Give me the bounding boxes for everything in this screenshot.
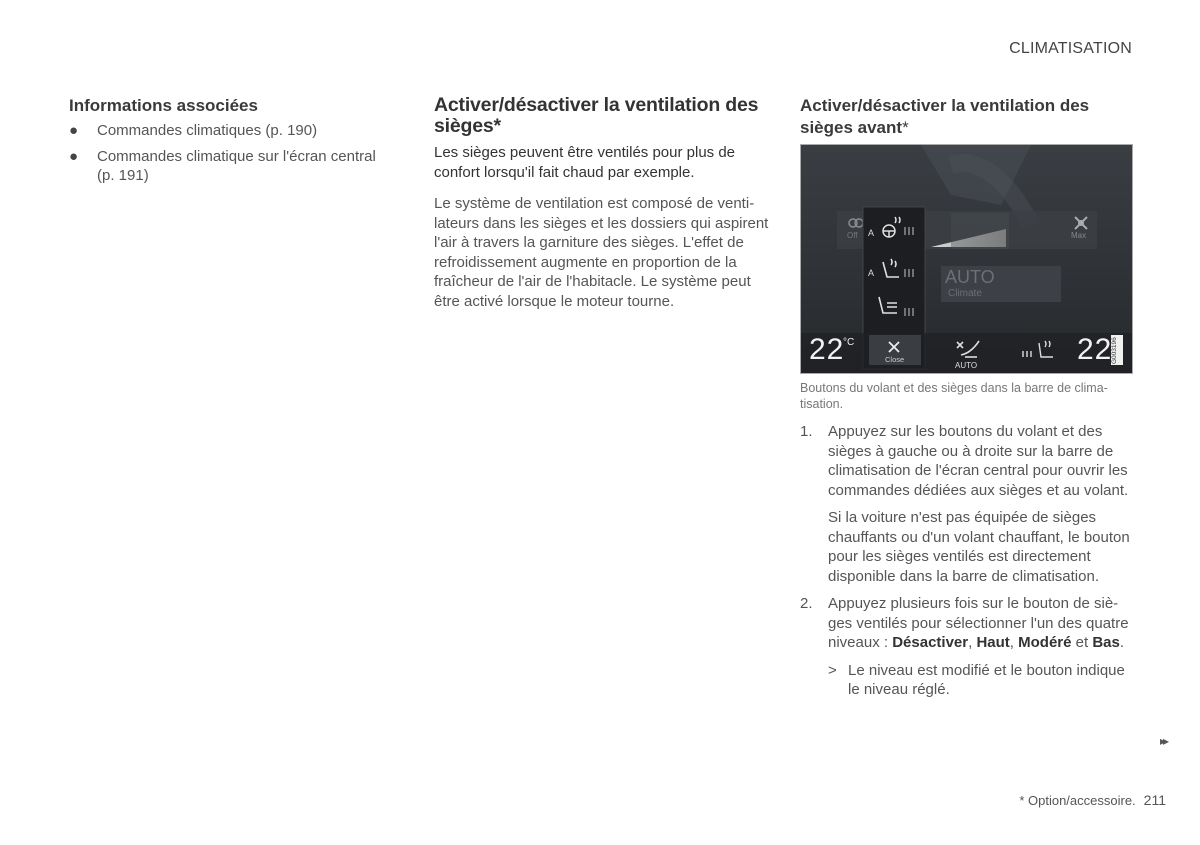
related-info-column xyxy=(69,95,389,192)
page-title: Activer/désactiver la ventilation des sièges* xyxy=(434,94,759,137)
step-note: Si la voiture n'est pas équipée de sièges chauffants ou d'un volant chauffant, le bouton pour les sièges ventilés est directement disponible dans la barre de climatisation. xyxy=(828,509,1130,585)
footer-note: * Option/accessoire. xyxy=(1019,793,1136,808)
related-info-list xyxy=(69,121,389,186)
related-info-heading: Informations associées xyxy=(69,96,258,115)
result-marker: > xyxy=(828,661,837,679)
bullet-icon: ● xyxy=(69,122,79,139)
fan-max-label: Max xyxy=(1071,231,1087,240)
climate-screen-illustration xyxy=(800,144,1133,374)
result-text: Le niveau est modifié et le bouton indique le niveau réglé. xyxy=(848,661,1125,698)
driver-temperature: 22 xyxy=(809,333,845,366)
level-high: Haut xyxy=(976,634,1010,651)
related-link[interactable]: Commandes climatiques (p. 190) xyxy=(97,122,318,139)
step-result xyxy=(828,661,1135,700)
auto-a-label: A xyxy=(868,228,875,238)
front-seats-heading xyxy=(800,95,1135,139)
page-footer xyxy=(1019,792,1166,808)
separator: , xyxy=(968,634,977,651)
related-link[interactable]: Commandes climatique sur l'écran central (p. 191) xyxy=(97,147,376,184)
close-button-label: Close xyxy=(885,355,905,364)
sentence-end: . xyxy=(1119,634,1125,651)
level-medium: Modéré xyxy=(1018,634,1072,651)
climate-label: Climate xyxy=(948,288,982,299)
step-number: 1. xyxy=(800,423,813,440)
figure-caption: Boutons du volant et des sièges dans la barre de climatisation. xyxy=(800,381,1108,411)
auto-a-label-2: A xyxy=(868,268,875,278)
front-seats-heading-text: Activer/désactiver la ventilation des sièges avant xyxy=(800,96,1090,137)
fan-off-label: Off xyxy=(847,231,858,240)
separator: , xyxy=(1009,634,1019,651)
list-item[interactable] xyxy=(69,147,389,186)
intro-body: Le système de ventilation est composé de ventilateurs dans les sièges et les dossiers qui aspirent l'air à travers la garniture des sièges. L'effet de refroidissement augmente en proportion de la fraîcheur de l'air de l'habitacle. Le système peut être activé lorsque le moteur tourne. xyxy=(434,195,769,310)
step-text xyxy=(828,594,1135,653)
auto-label: AUTO xyxy=(955,361,978,370)
section-header: CLIMATISATION xyxy=(1009,40,1132,57)
step-number: 2. xyxy=(800,595,813,612)
temperature-unit: °C xyxy=(843,337,855,348)
auto-climate-title: AUTO xyxy=(945,267,995,287)
passenger-temperature: 22 xyxy=(1077,333,1113,366)
bullet-icon: ● xyxy=(69,147,79,165)
step-text-intro: Appuyez plusieurs fois sur le bouton de sièges ventilés pour sélectionner l'un des quatre niveaux : xyxy=(828,595,1129,651)
instruction-steps xyxy=(800,422,1135,700)
option-asterisk: * xyxy=(902,118,909,137)
intro-lead: Les sièges peuvent être ventilés pour plus de confort lorsqu'il fait chaud par exemple. xyxy=(434,144,736,181)
step-item xyxy=(800,594,1135,700)
separator: et xyxy=(1071,634,1093,651)
step-text: Appuyez sur les boutons du volant et des sièges à gauche ou à droite sur la barre de climatisation de l'écran central pour ouvrir les commandes dédiées aux sièges et au volant. xyxy=(828,423,1129,499)
intro-column xyxy=(434,95,769,311)
level-off: Désactiver xyxy=(892,634,969,651)
continue-arrows-icon: ▸▸ xyxy=(1159,734,1166,748)
step-item xyxy=(800,422,1135,586)
reference-code: G003196 xyxy=(1111,337,1118,364)
level-low: Bas xyxy=(1092,634,1120,651)
page-number: 211 xyxy=(1143,792,1166,808)
list-item[interactable] xyxy=(69,121,389,141)
front-seats-column xyxy=(800,95,1135,700)
